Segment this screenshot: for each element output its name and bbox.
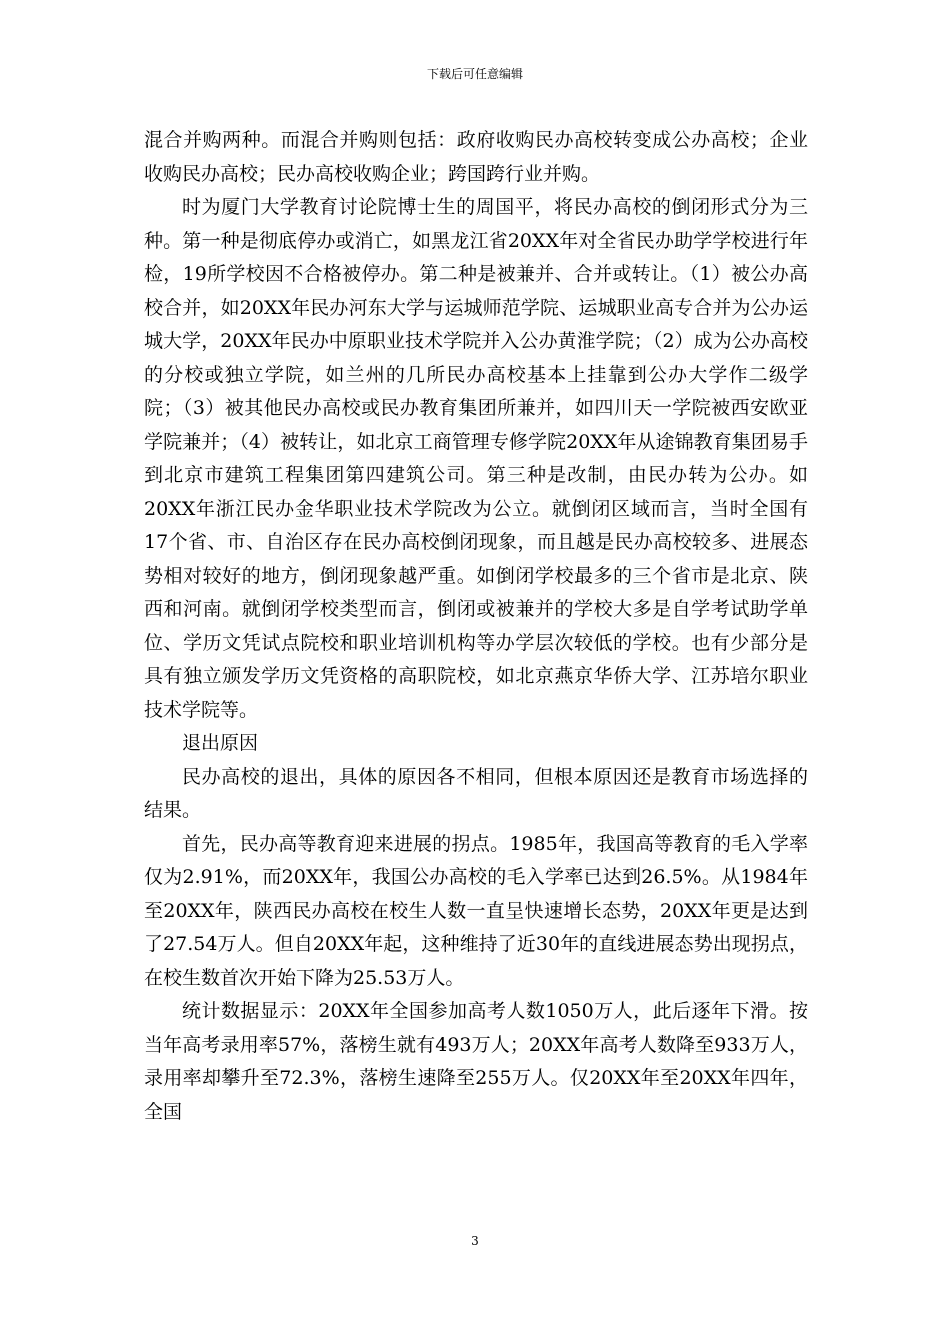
document-body bbox=[144, 124, 808, 1129]
paragraph: 首先，民办高等教育迎来进展的拐点。1985年，我国高等教育的毛入学率仅为2.91%，而20XX年，我国公办高校的毛入学率已达到26.5%。从1984年至20XX年，陕西民办高校在校生人数一直呈快速增长态势，20XX年更是达到了27.54万人。但自20XX年起，这种维持了近30年的直线进展态势出现拐点，在校生数首次开始下降为25.53万人。 bbox=[144, 832, 808, 989]
paragraph: 时为厦门大学教育讨论院博士生的周国平，将民办高校的倒闭形式分为三种。第一种是彻底停办或消亡，如黑龙江省20XX年对全省民办助学学校进行年检，19所学校因不合格被停办。第二种是被兼并、合并或转让。（1）被公办高校合并，如20XX年民办河东大学与运城师范学院、运城职业高专合并为公办运城大学，20XX年民办中原职业技术学院并入公办黄淮学院；（2）成为公办高校的分校或独立学院，如兰州的几所民办高校基本上挂靠到公办大学作二级学院；（3）被其他民办高校或民办教育集团所兼并，如四川天一学院被西安欧亚学院兼并；（4）被转让，如北京工商管理专修学院20XX年从途锦教育集团易手到北京市建筑工程集团第四建筑公司。第三种是改制，由民办转为公办。如20XX年浙江民办金华职业技术学院改为公立。就倒闭区域而言，当时全国有17个省、市、自治区存在民办高校倒闭现象，而且越是民办高校较多、进展态势相对较好的地方，倒闭现象越严重。如倒闭学校最多的三个省市是北京、陕西和河南。就倒闭学校类型而言，倒闭或被兼并的学校大多是自学考试助学单位、学历文凭试点院校和职业培训机构等办学层次较低的学校。也有少部分是具有独立颁发学历文凭资格的高职院校，如北京燕京华侨大学、江苏培尔职业技术学院等。 bbox=[144, 196, 808, 721]
section-heading: 退出原因 bbox=[182, 732, 259, 754]
page-header: 下载后可任意编辑 bbox=[426, 67, 523, 81]
page-number: 3 bbox=[471, 1234, 479, 1248]
paragraph: 混合并购两种。而混合并购则包括：政府收购民办高校转变成公办高校；企业收购民办高校；民办高校收购企业；跨国跨行业并购。 bbox=[144, 129, 808, 185]
paragraph: 民办高校的退出，具体的原因各不相同，但根本原因还是教育市场选择的结果。 bbox=[144, 765, 808, 821]
paragraph: 统计数据显示：20XX年全国参加高考人数1050万人，此后逐年下滑。按当年高考录用率57%，落榜生就有493万人；20XX年高考人数降至933万人，录用率却攀升至72.3%，落榜生速降至255万人。仅20XX年至20XX年四年，全国 bbox=[144, 1000, 808, 1123]
